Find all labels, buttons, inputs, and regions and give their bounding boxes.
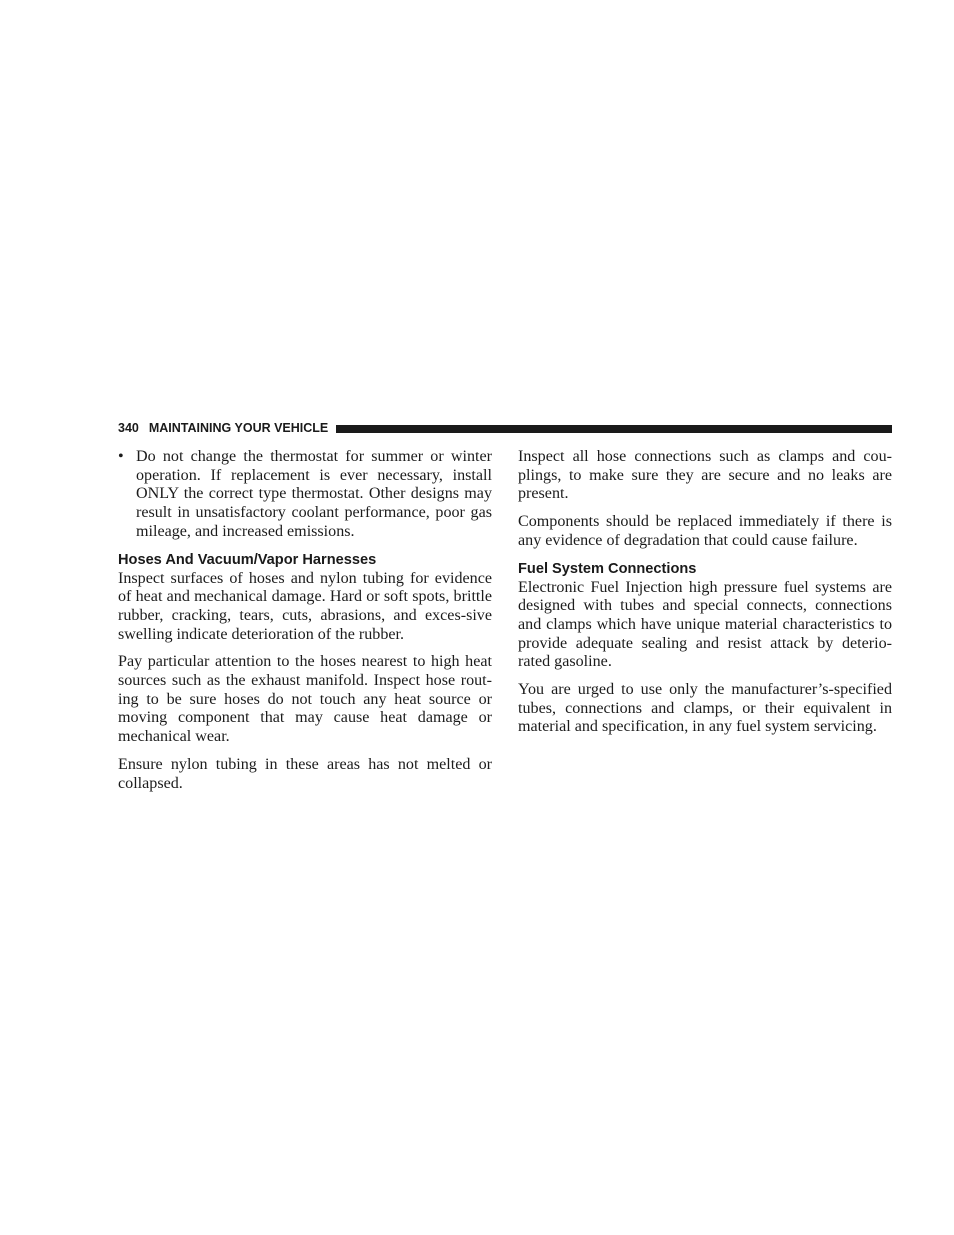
paragraph: Inspect surfaces of hoses and nylon tubing for evidence of heat and mechanical damage. Hard or soft spots, brittle rubber, cracking, tears, cuts, abrasions, and exces-sive swelling indicate deterioration of the rubber. bbox=[118, 569, 492, 643]
fuel-system-heading: Fuel System Connections bbox=[518, 560, 697, 577]
paragraph: Components should be replaced immediately if there is any evidence of degradation that could cause failure. bbox=[518, 513, 892, 549]
right-column bbox=[518, 448, 892, 746]
paragraph: You are urged to use only the manufacturer’s-specified tubes, connections and clamps, or their equivalent in material and specification, in any fuel system servicing. bbox=[518, 681, 892, 736]
page-header bbox=[118, 419, 892, 437]
paragraph: Inspect all hose connections such as clamps and cou-plings, to make sure they are secure and no leaks are present. bbox=[518, 448, 892, 503]
bullet-icon: • bbox=[118, 448, 124, 465]
header-rule bbox=[336, 425, 892, 433]
paragraph: Pay particular attention to the hoses nearest to high heat sources such as the exhaust manifold. Inspect hose rout-ing to be sure hoses do not touch any heat source or moving component that may cause heat damage or mechanical wear. bbox=[118, 653, 492, 746]
paragraph: Ensure nylon tubing in these areas has not melted or collapsed. bbox=[118, 755, 492, 792]
bullet-text: Do not change the thermostat for summer or winter operation. If replacement is ever necessary, install ONLY the correct type thermostat. Other designs may result in unsatisfactory coolant performance, poor gas mileage, and increased emissions. bbox=[136, 448, 492, 540]
page-number: 340 bbox=[118, 421, 139, 435]
section-title: MAINTAINING YOUR VEHICLE bbox=[148, 421, 329, 435]
bullet-item bbox=[118, 448, 492, 542]
hoses-heading: Hoses And Vacuum/Vapor Harnesses bbox=[118, 551, 377, 568]
paragraph: Electronic Fuel Injection high pressure fuel systems are designed with tubes and special connects, connections and clamps which have unique material characteristics to provide adequate sealing and resist attack by deterio-rated gasoline. bbox=[518, 578, 892, 671]
left-column bbox=[118, 448, 492, 802]
